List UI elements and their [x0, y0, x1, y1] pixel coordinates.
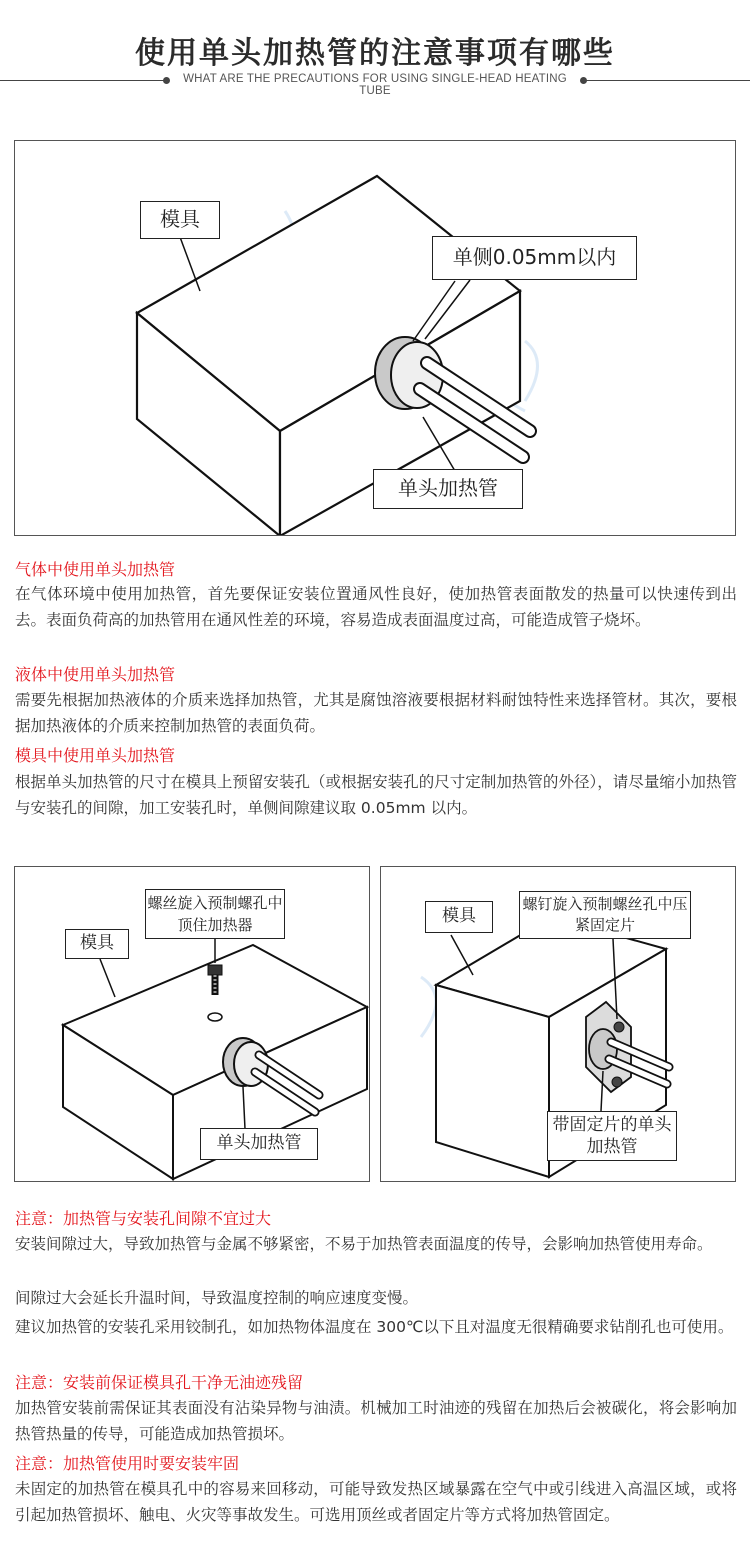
paragraph-note-secure: 未固定的加热管在模具孔中的容易来回移动，可能导致发热区域暴露在空气中或引线进入高温区域，或将引起加热管损坏、触电、火灾等事故发生。可选用顶丝或者固定片等方式将加热管固定。 — [15, 1480, 737, 1524]
label-mold: 模具 — [425, 901, 493, 933]
paragraph-gas: 在气体环境中使用加热管，首先要保证安装位置通风性良好，使加热管表面散发的热量可以快速传到出去。表面负荷高的加热管用在通风性差的环境，容易造成表面温度过高，可能造成管子烧坏。 — [15, 585, 737, 629]
heading-note-secure: 注意：加热管使用时要安装牢固 — [15, 1454, 240, 1473]
heading-mold: 模具中使用单头加热管 — [15, 746, 176, 765]
label-screw-note: 螺钉旋入预制螺丝孔中压紧固定片 — [519, 891, 691, 939]
label-heater: 单头加热管 — [200, 1128, 318, 1160]
label-screw-note: 螺丝旋入预制螺孔中顶住加热器 — [145, 889, 285, 939]
page-title: 使用单头加热管的注意事项有哪些 — [135, 36, 615, 71]
heading-gas: 气体中使用单头加热管 — [15, 560, 176, 579]
heading-note-clean: 注意：安装前保证模具孔干净无油迹残留 — [15, 1373, 304, 1392]
label-mold: 模具 — [65, 929, 129, 959]
page-header — [0, 0, 750, 100]
label-mold: 模具 — [140, 201, 220, 239]
figure-mold-gap — [14, 140, 736, 536]
paragraph-note-clean: 加热管安装前需保证其表面没有沾染异物与油渍。机械加工时油迹的残留在加热后会被碳化，将会影响加热管热量的传导，可能造成加热管损坏。 — [15, 1399, 737, 1443]
label-heater: 单头加热管 — [373, 469, 523, 509]
heading-note-gap: 注意：加热管与安装孔间隙不宜过大 — [15, 1209, 272, 1228]
paragraph-liquid: 需要先根据加热液体的介质来选择加热管，尤其是腐蚀溶液要根据材料耐蚀特性来选择管材。其次，要根据加热液体的介质来控制加热管的表面负荷。 — [15, 691, 737, 735]
paragraph-mold: 根据单头加热管的尺寸在模具上预留安装孔（或根据安装孔的尺寸定制加热管的外径），请尽量缩小加热管与安装孔的间隙，加工安装孔时，单侧间隙建议取 0.05mm 以内。 — [15, 773, 737, 817]
divider-dot-left — [163, 77, 170, 84]
label-heater: 带固定片的单头加热管 — [547, 1111, 677, 1161]
paragraph-note-gap-3: 建议加热管的安装孔采用铰制孔，如加热物体温度在 300℃以下且对温度无很精确要求钻削孔也可使用。 — [15, 1318, 734, 1336]
figure-set-screw — [14, 866, 370, 1182]
figure-fixing-plate — [380, 866, 736, 1182]
label-gap: 单侧0.05mm以内 — [432, 236, 637, 280]
paragraph-note-gap-1: 安装间隙过大，导致加热管与金属不够紧密，不易于加热管表面温度的传导，会影响加热管使用寿命。 — [15, 1235, 713, 1253]
heading-liquid: 液体中使用单头加热管 — [15, 665, 176, 684]
divider-left — [0, 80, 166, 81]
paragraph-note-gap-2: 间隙过大会延长升温时间，导致温度控制的响应速度变慢。 — [15, 1289, 419, 1307]
divider-right — [584, 80, 750, 81]
page-subtitle: WHAT ARE THE PRECAUTIONS FOR USING SINGLE-HEAD HEATING TUBE — [183, 73, 567, 97]
